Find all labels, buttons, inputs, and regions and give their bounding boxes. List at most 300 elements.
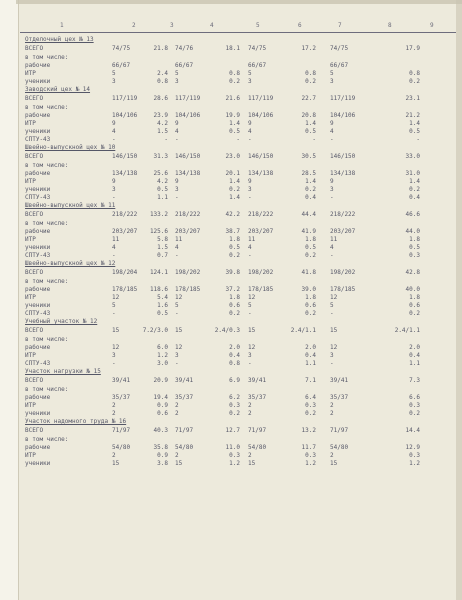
cell: 0.4	[409, 194, 420, 201]
cell: 66/67	[175, 62, 194, 69]
cell: 42.2	[225, 211, 240, 218]
cell: 2	[248, 452, 252, 459]
table-row	[20, 70, 460, 78]
cell: 6.4	[305, 394, 316, 401]
cell: 5	[112, 70, 116, 77]
cell: 3	[248, 78, 252, 85]
cell: -	[330, 310, 334, 317]
table-row	[20, 436, 460, 444]
cell: 11	[248, 236, 256, 243]
total-row	[20, 45, 460, 54]
cell: 71/97	[112, 427, 131, 434]
cell: 21.6	[225, 95, 240, 102]
cell: 0.2	[305, 78, 316, 85]
cell: 0.5	[305, 244, 316, 251]
cell: 11.0	[225, 444, 240, 451]
cell: 41.8	[301, 269, 316, 276]
cell: 3	[248, 186, 252, 193]
cell: 2	[248, 402, 252, 409]
cell: 66/67	[330, 62, 349, 69]
cell: 74/75	[330, 45, 349, 52]
top-fold	[16, 0, 462, 4]
cell: 2.4/0.3	[214, 327, 240, 334]
cell: 1.1	[305, 360, 316, 367]
cell: 3	[175, 186, 179, 193]
table-row	[20, 228, 460, 236]
table-row	[20, 452, 460, 460]
row-label: ученики	[25, 78, 51, 85]
cell: 0.3	[409, 252, 420, 259]
cell: 9	[175, 120, 179, 127]
cell: 3	[175, 78, 179, 85]
cell: 54/80	[112, 444, 131, 451]
cell: 4.2	[157, 120, 168, 127]
cell: 39/41	[248, 377, 267, 384]
cell: 9	[112, 178, 116, 185]
col-num: 2	[132, 22, 136, 29]
cell: 1.8	[409, 294, 420, 301]
cell: -	[175, 136, 179, 143]
cell: 15	[330, 327, 338, 334]
cell: 35/37	[330, 394, 349, 401]
row-label: СПТУ-43	[25, 194, 51, 201]
cell: 17.9	[405, 45, 420, 52]
col-num: 1	[60, 22, 64, 29]
section-heading-row	[20, 418, 460, 427]
cell: 0.2	[305, 252, 316, 259]
cell: 39/41	[330, 377, 349, 384]
cell: 0.5	[157, 310, 168, 317]
cell: 40.0	[405, 286, 420, 293]
cell: 1.2	[409, 460, 420, 467]
table-row	[20, 186, 460, 194]
table-row	[20, 302, 460, 310]
cell: 0.2	[229, 78, 240, 85]
col-num: 9	[430, 22, 434, 29]
cell: 12.7	[225, 427, 240, 434]
cell: 4	[112, 128, 116, 135]
row-label: Швейно-выпускной цех № 10	[25, 144, 116, 151]
cell: 218/222	[330, 211, 356, 218]
cell: 7.2/3.0	[142, 327, 168, 334]
cell: 23.9	[153, 112, 168, 119]
cell: -	[248, 360, 252, 367]
table-row	[20, 178, 460, 186]
cell: 0.7	[157, 252, 168, 259]
row-label: в том числе:	[25, 436, 69, 443]
cell: 198/204	[112, 269, 138, 276]
row-label: ВСЕГО	[25, 45, 44, 52]
cell: 0.3	[305, 402, 316, 409]
cell: 198/202	[175, 269, 201, 276]
cell: 0.2	[305, 186, 316, 193]
cell: 12	[175, 294, 183, 301]
cell: 203/207	[330, 228, 356, 235]
cell: 178/185	[112, 286, 138, 293]
cell: 1.6	[157, 302, 168, 309]
cell: 39.8	[225, 269, 240, 276]
cell: 1.2	[157, 352, 168, 359]
row-label: в том числе:	[25, 162, 69, 169]
page-left-margin	[0, 0, 19, 600]
cell: 9	[330, 120, 334, 127]
row-label: ИТР	[25, 294, 36, 301]
cell: 218/222	[112, 211, 138, 218]
cell: 104/106	[248, 112, 274, 119]
cell: -	[248, 252, 252, 259]
section-heading-row	[20, 368, 460, 377]
cell: 134/138	[330, 170, 356, 177]
cell: 125.6	[149, 228, 168, 235]
cell: 39/41	[175, 377, 194, 384]
cell: 15	[112, 460, 120, 467]
col-num: 6	[298, 22, 302, 29]
cell: -	[236, 136, 240, 143]
cell: 0.8	[305, 70, 316, 77]
cell: 9	[330, 178, 334, 185]
cell: 39.0	[301, 286, 316, 293]
cell: 0.2	[305, 410, 316, 417]
cell: 203/207	[175, 228, 201, 235]
cell: 0.5	[409, 128, 420, 135]
cell: 198/202	[248, 269, 274, 276]
cell: 5	[175, 302, 179, 309]
cell: 2	[248, 410, 252, 417]
table-row	[20, 194, 460, 202]
cell: 35/37	[175, 394, 194, 401]
cell: 2	[112, 452, 116, 459]
cell: 4	[175, 244, 179, 251]
cell: 42.8	[405, 269, 420, 276]
cell: 21.8	[153, 45, 168, 52]
cell: 3	[248, 352, 252, 359]
cell: -	[175, 310, 179, 317]
cell: 117/119	[175, 95, 201, 102]
cell: 117/119	[112, 95, 138, 102]
cell: 134/138	[175, 170, 201, 177]
cell: 15	[175, 460, 183, 467]
row-label: ВСЕГО	[25, 269, 44, 276]
cell: 15	[175, 327, 183, 334]
cell: 0.2	[229, 410, 240, 417]
cell: 11	[175, 236, 183, 243]
cell: -	[330, 136, 334, 143]
cell: 146/150	[175, 153, 201, 160]
cell: 9	[248, 178, 252, 185]
cell: 0.9	[157, 452, 168, 459]
cell: 38.7	[225, 228, 240, 235]
cell: 12	[330, 344, 338, 351]
cell: 54/80	[175, 444, 194, 451]
cell: 15	[330, 460, 338, 467]
cell: 146/150	[330, 153, 356, 160]
cell: 11.7	[301, 444, 316, 451]
cell: 3	[112, 352, 116, 359]
cell: 104/106	[112, 112, 138, 119]
cell: 0.2	[409, 310, 420, 317]
cell: 12	[248, 344, 256, 351]
cell: 11	[330, 236, 338, 243]
cell: 5	[175, 70, 179, 77]
cell: 0.5	[157, 186, 168, 193]
table-row	[20, 278, 460, 286]
cell: 0.5	[409, 244, 420, 251]
cell: 54/80	[248, 444, 267, 451]
cell: -	[312, 136, 316, 143]
cell: 1.4	[229, 194, 240, 201]
cell: 4	[175, 128, 179, 135]
row-label: в том числе:	[25, 336, 69, 343]
cell: 1.5	[157, 244, 168, 251]
cell: 2	[330, 402, 334, 409]
section-heading-row	[20, 318, 460, 327]
cell: -	[112, 136, 116, 143]
table-row	[20, 162, 460, 170]
cell: 4	[330, 128, 334, 135]
cell: 1.1	[409, 360, 420, 367]
cell: 18.1	[225, 45, 240, 52]
cell: 0.5	[229, 128, 240, 135]
total-row	[20, 211, 460, 220]
cell: 35/37	[112, 394, 131, 401]
row-label: рабочие	[25, 228, 51, 235]
cell: 4	[112, 244, 116, 251]
section-heading-row	[20, 260, 460, 269]
cell: 0.4	[229, 352, 240, 359]
cell: 6.0	[157, 344, 168, 351]
cell: 3	[330, 78, 334, 85]
cell: 6.2	[229, 394, 240, 401]
cell: -	[175, 360, 179, 367]
row-label: ВСЕГО	[25, 211, 44, 218]
section-heading-row	[20, 202, 460, 211]
cell: 1.8	[305, 236, 316, 243]
cell: -	[112, 310, 116, 317]
cell: 3	[175, 352, 179, 359]
table-row	[20, 120, 460, 128]
cell: 41.9	[301, 228, 316, 235]
cell: 22.7	[301, 95, 316, 102]
cell: 2.0	[305, 344, 316, 351]
table-row	[20, 62, 460, 70]
cell: -	[330, 194, 334, 201]
cell: 3	[330, 186, 334, 193]
row-label: в том числе:	[25, 54, 69, 61]
cell: 198/202	[330, 269, 356, 276]
cell: 71/97	[175, 427, 194, 434]
cell: 0.4	[305, 352, 316, 359]
cell: 5.8	[157, 236, 168, 243]
total-row	[20, 377, 460, 386]
cell: 203/207	[112, 228, 138, 235]
cell: -	[112, 194, 116, 201]
cell: 1.4	[305, 178, 316, 185]
cell: 104/106	[330, 112, 356, 119]
cell: 1.8	[409, 236, 420, 243]
cell: 33.0	[405, 153, 420, 160]
cell: 1.1	[157, 194, 168, 201]
cell: 0.3	[409, 402, 420, 409]
cell: 124.1	[149, 269, 168, 276]
cell: 134/138	[248, 170, 274, 177]
cell: 203/207	[248, 228, 274, 235]
row-label: ВСЕГО	[25, 95, 44, 102]
row-label: ИТР	[25, 178, 36, 185]
cell: 23.0	[225, 153, 240, 160]
cell: 44.4	[301, 211, 316, 218]
cell: 4	[248, 244, 252, 251]
cell: 74/75	[112, 45, 131, 52]
cell: 0.8	[409, 70, 420, 77]
cell: 0.2	[229, 252, 240, 259]
table-row	[20, 410, 460, 418]
row-label: Заводский цех № 14	[25, 86, 91, 93]
table-row	[20, 252, 460, 260]
col-num: 7	[338, 22, 342, 29]
cell: 3	[330, 352, 334, 359]
cell: 6.6	[409, 394, 420, 401]
cell: 146/150	[112, 153, 138, 160]
table-row	[20, 136, 460, 144]
cell: 66/67	[112, 62, 131, 69]
cell: 2	[112, 402, 116, 409]
row-label: ВСЕГО	[25, 427, 44, 434]
cell: 1.8	[305, 294, 316, 301]
table-row	[20, 386, 460, 394]
cell: 28.5	[301, 170, 316, 177]
cell: 28.6	[153, 95, 168, 102]
cell: 11	[112, 236, 120, 243]
cell: 0.6	[157, 410, 168, 417]
cell: 134/138	[112, 170, 138, 177]
row-label: ученики	[25, 128, 51, 135]
cell: 44.0	[405, 228, 420, 235]
cell: 5	[330, 302, 334, 309]
cell: 0.8	[229, 360, 240, 367]
cell: 0.2	[305, 310, 316, 317]
cell: 23.1	[405, 95, 420, 102]
row-label: ИТР	[25, 402, 36, 409]
cell: -	[175, 252, 179, 259]
cell: 31.0	[405, 170, 420, 177]
cell: 54/80	[330, 444, 349, 451]
cell: 0.2	[409, 410, 420, 417]
row-label: в том числе:	[25, 220, 69, 227]
cell: 0.3	[305, 452, 316, 459]
cell: 30.5	[301, 153, 316, 160]
cell: 7.3	[409, 377, 420, 384]
cell: 2	[175, 410, 179, 417]
cell: 19.9	[225, 112, 240, 119]
cell: 15	[248, 460, 256, 467]
data-table	[20, 36, 460, 468]
cell: 2	[330, 410, 334, 417]
cell: 2	[175, 402, 179, 409]
cell: 0.4	[305, 194, 316, 201]
row-label: рабочие	[25, 444, 51, 451]
table-row	[20, 310, 460, 318]
cell: 178/185	[248, 286, 274, 293]
col-num: 5	[256, 22, 260, 29]
cell: 1.8	[229, 236, 240, 243]
row-label: ученики	[25, 302, 51, 309]
cell: 178/185	[330, 286, 356, 293]
cell: 0.2	[409, 78, 420, 85]
cell: 3	[112, 78, 116, 85]
cell: 66/67	[248, 62, 267, 69]
cell: 20.9	[153, 377, 168, 384]
cell: 3.8	[157, 460, 168, 467]
cell: 5.4	[157, 294, 168, 301]
cell: 0.3	[229, 452, 240, 459]
cell: 40.3	[153, 427, 168, 434]
cell: 74/76	[175, 45, 194, 52]
table-row	[20, 352, 460, 360]
row-label: рабочие	[25, 286, 51, 293]
row-label: в том числе:	[25, 386, 69, 393]
cell: 0.8	[157, 78, 168, 85]
row-label: ИТР	[25, 452, 36, 459]
row-label: в том числе:	[25, 278, 69, 285]
cell: 5	[248, 70, 252, 77]
cell: 2.4/1.1	[394, 327, 420, 334]
row-label: СПТУ-43	[25, 360, 51, 367]
total-row	[20, 269, 460, 278]
cell: 3	[112, 186, 116, 193]
table-row	[20, 402, 460, 410]
row-label: СПТУ-43	[25, 252, 51, 259]
cell: 1.2	[305, 460, 316, 467]
cell: 12	[112, 344, 120, 351]
cell: 0.3	[229, 402, 240, 409]
cell: 12	[175, 344, 183, 351]
total-row	[20, 327, 460, 336]
cell: 218/222	[175, 211, 201, 218]
row-label: ИТР	[25, 120, 36, 127]
cell: 0.5	[229, 244, 240, 251]
row-label: в том числе:	[25, 104, 69, 111]
cell: 9	[248, 120, 252, 127]
section-heading-row	[20, 86, 460, 95]
cell: 71/97	[330, 427, 349, 434]
table-row	[20, 78, 460, 86]
cell: 31.3	[153, 153, 168, 160]
cell: -	[112, 252, 116, 259]
cell: 2	[330, 452, 334, 459]
cell: -	[416, 136, 420, 143]
cell: 1.4	[409, 120, 420, 127]
table-row	[20, 286, 460, 294]
row-label: Участок нагрузки № 15	[25, 368, 101, 375]
cell: 2.4/1.1	[290, 327, 316, 334]
cell: -	[248, 310, 252, 317]
row-label: Отделочный цех № 13	[25, 36, 94, 43]
cell: 0.2	[229, 310, 240, 317]
cell: 2.0	[229, 344, 240, 351]
cell: -	[112, 360, 116, 367]
cell: 0.6	[409, 302, 420, 309]
row-label: Швейно-выпускной цех № 11	[25, 202, 116, 209]
cell: 19.4	[153, 394, 168, 401]
table-row	[20, 112, 460, 120]
cell: 5	[330, 70, 334, 77]
cell: 0.6	[229, 302, 240, 309]
row-label: ученики	[25, 186, 51, 193]
cell: 178/185	[175, 286, 201, 293]
cell: 14.4	[405, 427, 420, 434]
cell: -	[164, 136, 168, 143]
cell: 2.0	[409, 344, 420, 351]
